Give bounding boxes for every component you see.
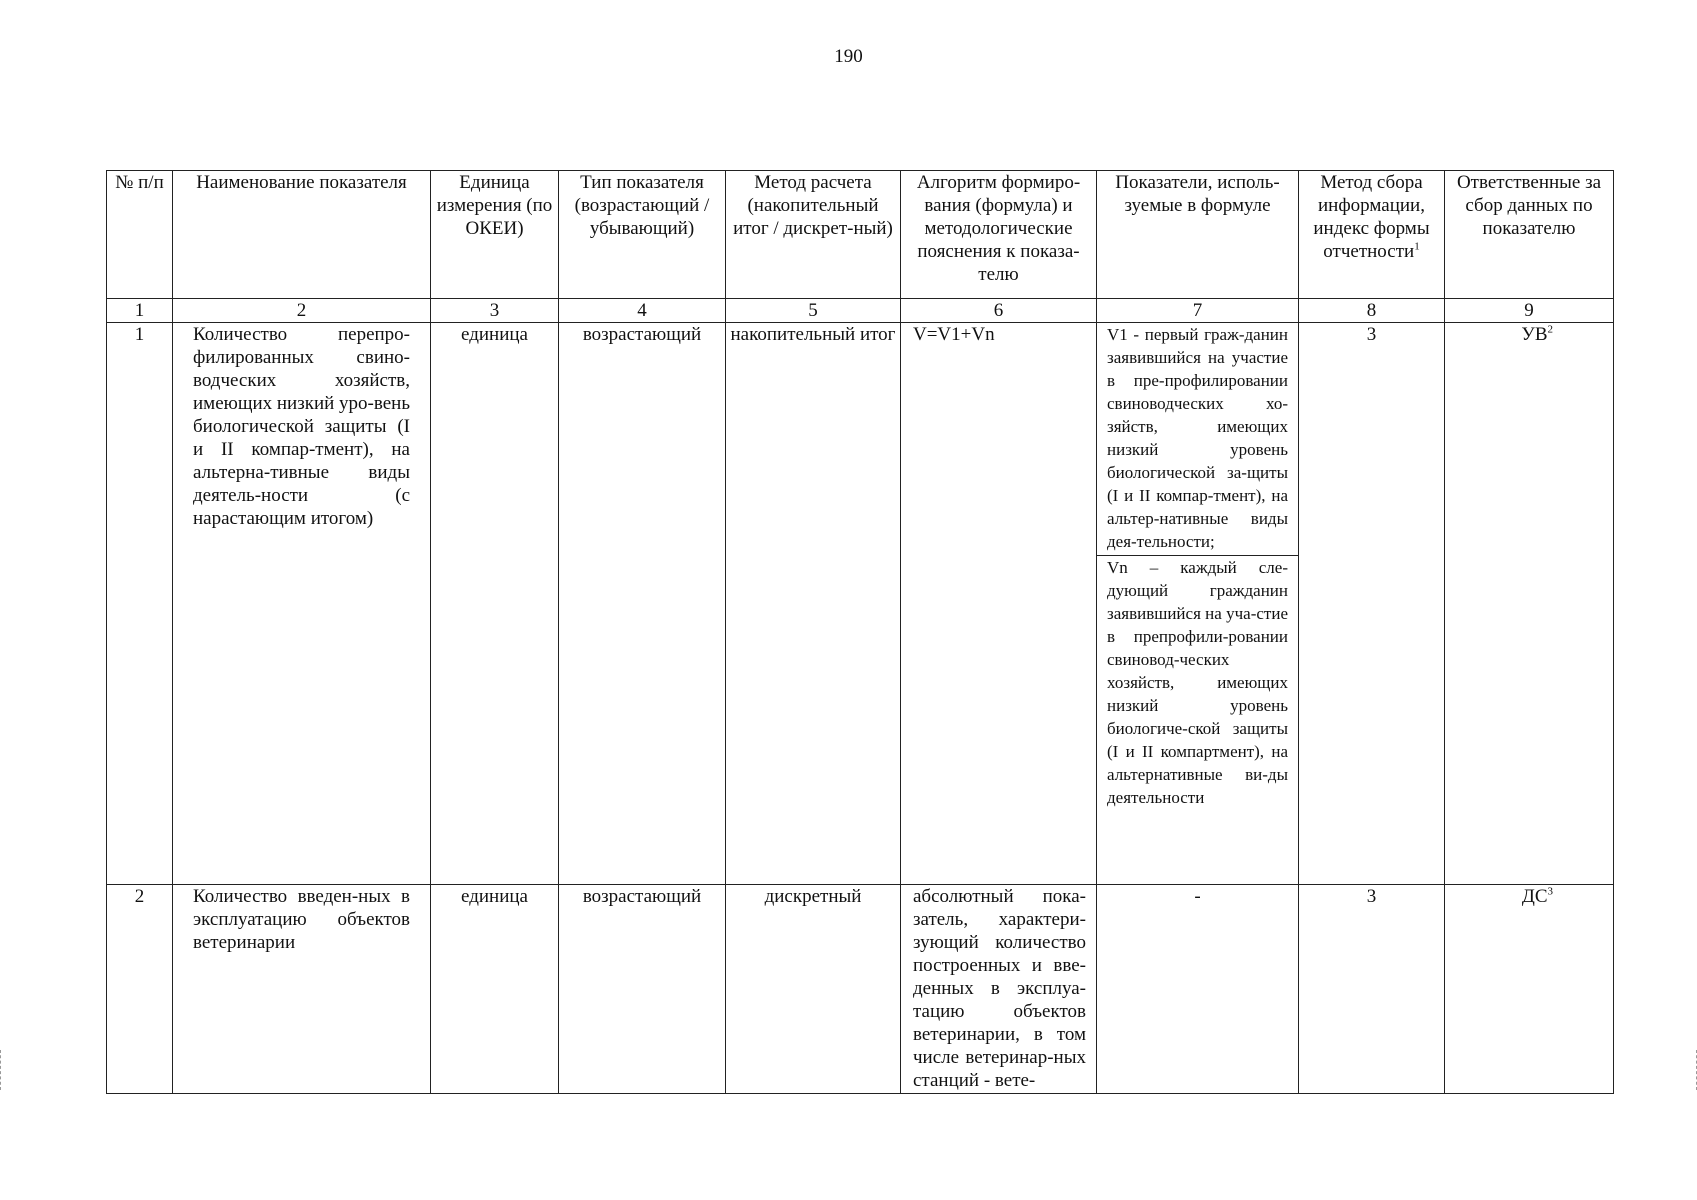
page-number: 190	[834, 46, 863, 67]
header-cell-number: № п/п	[107, 171, 173, 299]
indicator-vn-definition: Vn – каждый сле-дующий гражданин заявившийся на уча-стие в препрофили-ровании свиновод-ческих хозяйств, имеющих низкий уровень биологиче-ской защиты (I и II компартмент), на альтернативные ви-ды деятельности	[1107, 558, 1288, 807]
column-number: 8	[1299, 299, 1445, 323]
responsible-cell	[1445, 323, 1614, 885]
footnote-1-mark: 1	[1414, 240, 1420, 253]
responsible-text: УВ	[1521, 324, 1548, 345]
header-collection-text: Метод сбора информации, индекс формы отчетности	[1313, 172, 1430, 262]
header-cell-name: Наименование показателя	[173, 171, 431, 299]
collection-cell: 3	[1299, 885, 1445, 1094]
header-cell-indicators: Показатели, исполь-зуемые в формуле	[1097, 171, 1299, 299]
table-row	[107, 885, 1614, 1094]
type-cell: возрастающий	[559, 323, 726, 885]
table-row	[107, 323, 1614, 885]
collection-cell: 3	[1299, 323, 1445, 885]
method-cell: накопительный итог	[726, 323, 901, 885]
footnote-3-mark: 3	[1547, 885, 1553, 898]
column-number: 5	[726, 299, 901, 323]
column-number: 1	[107, 299, 173, 323]
header-cell-collection	[1299, 171, 1445, 299]
column-number: 9	[1445, 299, 1614, 323]
scan-edge-mark	[0, 1050, 3, 1090]
column-number-row	[107, 299, 1614, 323]
algorithm-cell: абсолютный пока-затель, характери-зующий количество построенных и вве-денных в эксплуа-тацию объектов ветеринарии, в том числе ветеринар-ных станций - вете-	[901, 885, 1097, 1094]
responsible-cell	[1445, 885, 1614, 1094]
indicators-table	[106, 170, 1614, 1094]
header-cell-algorithm: Алгоритм формиро-вания (формула) и методологические пояснения к показа-телю	[901, 171, 1097, 299]
method-cell: дискретный	[726, 885, 901, 1094]
column-number: 3	[431, 299, 559, 323]
footnote-2-mark: 2	[1547, 323, 1553, 336]
header-cell-unit: Единица измерения (по ОКЕИ)	[431, 171, 559, 299]
indicators-cell	[1097, 323, 1299, 885]
header-cell-responsible: Ответственные за сбор данных по показателю	[1445, 171, 1614, 299]
unit-cell: единица	[431, 323, 559, 885]
indicator-name: Количество введен-ных в эксплуатацию объектов ветеринарии	[173, 885, 431, 1094]
column-number: 2	[173, 299, 431, 323]
unit-cell: единица	[431, 885, 559, 1094]
responsible-text: ДС	[1521, 886, 1548, 907]
header-cell-method: Метод расчета (накопительный итог / дискрет-ный)	[726, 171, 901, 299]
type-cell: возрастающий	[559, 885, 726, 1094]
table-header-row	[107, 171, 1614, 299]
header-cell-type: Тип показателя (возрастающий / убывающий)	[559, 171, 726, 299]
column-number: 7	[1097, 299, 1299, 323]
indicators-cell: -	[1097, 885, 1299, 1094]
row-number: 1	[107, 323, 173, 885]
algorithm-cell: V=V1+Vn	[901, 323, 1097, 885]
column-number: 4	[559, 299, 726, 323]
column-number: 6	[901, 299, 1097, 323]
row-number: 2	[107, 885, 173, 1094]
indicator-v1-definition: V1 - первый граж-данин заявившийся на участие в пре-профилировании свиноводческих хо-зяйств, имеющих низкий уровень биологической за-щиты (I и II компар-тмент), на альтер-нативные виды дея-тельности;	[1097, 323, 1298, 556]
indicator-name: Количество перепро-филированных свино-водческих хозяйств, имеющих низкий уро-вень биологической защиты (I и II компар-тмент), на альтерна-тивные виды деятель-ности (с нарастающим итогом)	[173, 323, 431, 885]
